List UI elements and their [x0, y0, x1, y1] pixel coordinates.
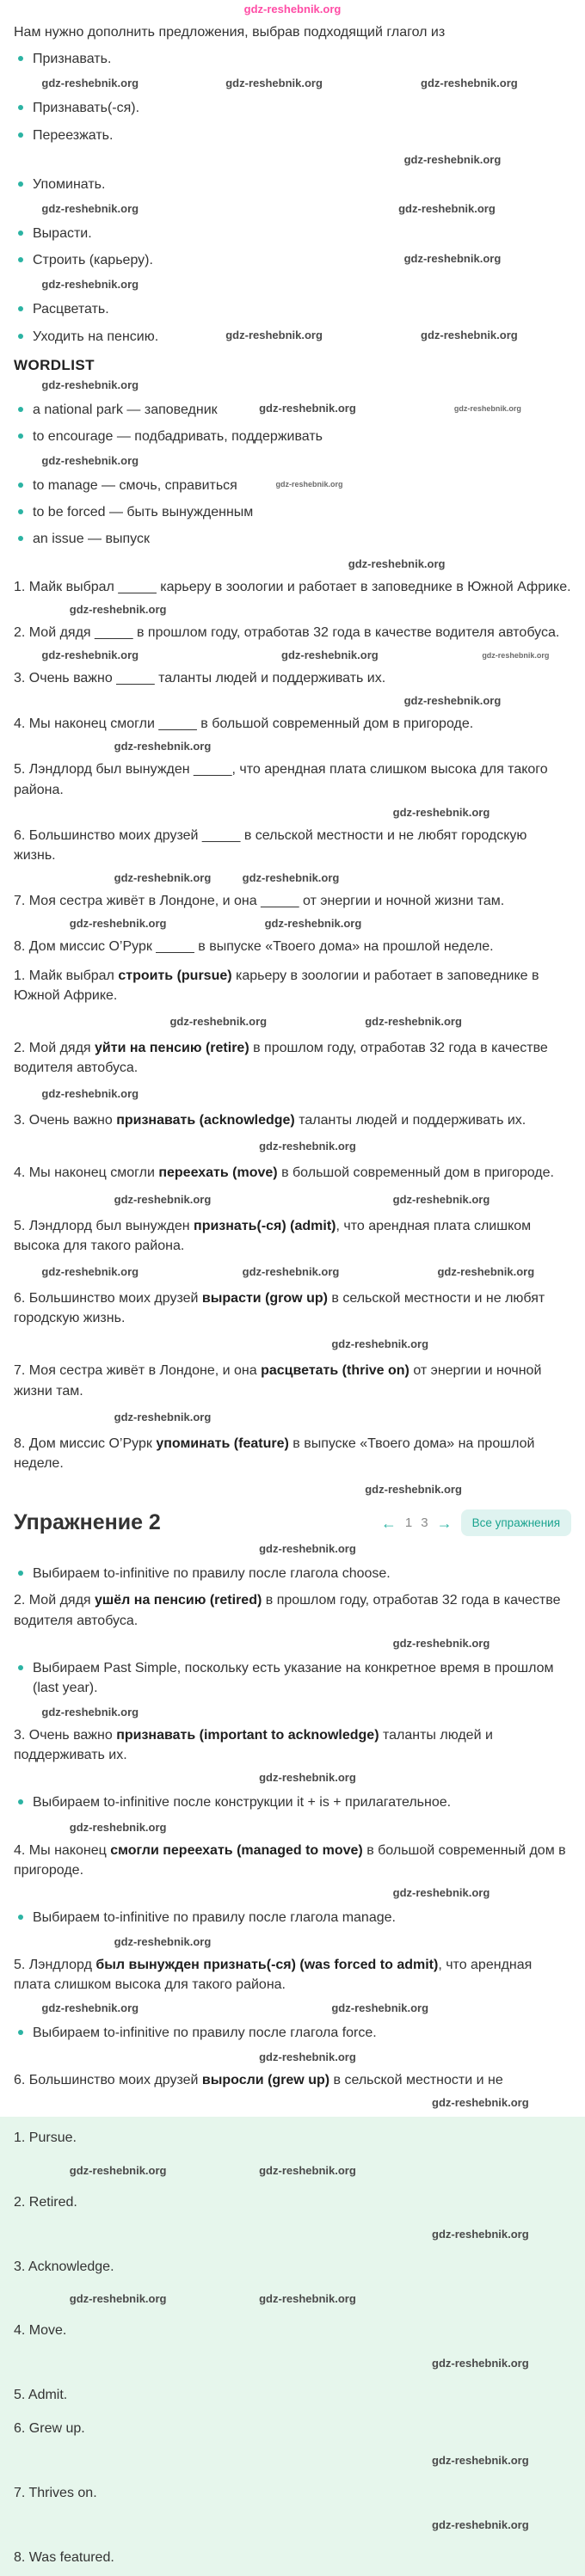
bullet-icon — [18, 56, 23, 61]
watermark: gdz-reshebnik.org — [281, 649, 379, 661]
watermark-row — [14, 2050, 571, 2065]
answer-verb: признать(-ся) (admit) — [194, 1218, 336, 1233]
bullet-icon — [18, 306, 23, 311]
explanation-text: Выбираем to-infinitive после конструкции it + is + прилагательное. — [33, 1795, 452, 1811]
wordlist-item — [14, 476, 571, 495]
final-answer-item: 6. Grew up. — [14, 2420, 85, 2436]
watermark-row — [14, 2095, 571, 2111]
watermark: gdz-reshebnik.org — [114, 740, 212, 753]
watermark: gdz-reshebnik.org — [114, 871, 212, 885]
bullet-icon — [18, 1665, 23, 1670]
wordlist-item — [14, 529, 571, 549]
watermark: gdz-reshebnik.org — [432, 2357, 529, 2370]
watermark-row — [14, 1885, 571, 1901]
watermark-row — [14, 648, 571, 663]
watermark-row — [14, 76, 571, 91]
explanation-verb: ушёл на пенсию (retired) — [95, 1593, 262, 1608]
watermark: gdz-reshebnik.org — [242, 1265, 340, 1278]
watermark-row — [14, 201, 571, 217]
explanation-bullet-item — [14, 1658, 571, 1698]
bullet-icon — [18, 1915, 23, 1920]
explanation-text: в сельской местности и не — [329, 2072, 503, 2087]
watermark: gdz-reshebnik.org — [392, 1636, 490, 1650]
answer-item — [14, 1110, 571, 1130]
explanation-text: Выбираем to-infinitive по правилу после глагола choose. — [33, 1566, 391, 1582]
watermark: gdz-reshebnik.org — [421, 77, 518, 90]
watermark: gdz-reshebnik.org — [365, 1014, 462, 1028]
task-item: 1. Майк выбрал _____ карьеру в зоологии и работает в заповеднике в Южной Африке. — [14, 579, 571, 594]
watermark: gdz-reshebnik.org — [259, 1771, 356, 1785]
bullet-icon — [18, 132, 23, 138]
explanation-bullet-item — [14, 1792, 571, 1812]
watermark: gdz-reshebnik.org — [403, 252, 502, 266]
watermark: gdz-reshebnik.org — [114, 1935, 212, 1949]
task-item: 2. Мой дядя _____ в прошлом году, отработав 32 года в качестве водителя автобуса. — [14, 624, 560, 640]
watermark: gdz-reshebnik.org — [482, 651, 550, 660]
exercise-header — [14, 1509, 571, 1536]
watermark-row — [14, 556, 571, 572]
explanation-bullet-item — [14, 1564, 571, 1583]
watermark: gdz-reshebnik.org — [259, 1542, 356, 1556]
watermark: gdz-reshebnik.org — [259, 401, 356, 415]
verb-option — [14, 250, 571, 270]
watermark: gdz-reshebnik.org — [69, 917, 167, 931]
answer-verb: вырасти (grow up) — [201, 1291, 328, 1306]
watermark-row — [14, 152, 571, 168]
verb-option — [14, 126, 571, 145]
watermark-row — [14, 1264, 571, 1280]
task-item: 8. Дом миссис О’Рурк _____ в выпуске «Твоего дома» на прошлой неделе. — [14, 939, 494, 955]
watermark: gdz-reshebnik.org — [331, 2001, 429, 2014]
verb-option — [14, 98, 571, 118]
watermark-row — [14, 1139, 571, 1154]
watermark: gdz-reshebnik.org — [432, 2095, 529, 2109]
watermark: gdz-reshebnik.org — [41, 278, 139, 292]
explanation-text: таланты людей и поддерживать их. — [14, 1728, 493, 1763]
prev-page-arrow-icon[interactable]: ← — [380, 1514, 397, 1532]
watermark: gdz-reshebnik.org — [41, 378, 139, 391]
bullet-icon — [18, 1571, 23, 1576]
watermark-top — [14, 2, 571, 17]
watermark: gdz-reshebnik.org — [432, 2454, 529, 2468]
wordlist-item — [14, 427, 571, 446]
verb-option-label: Уходить на пенсию. — [33, 329, 159, 344]
watermark: gdz-reshebnik.org — [41, 1265, 139, 1278]
explanation-text: , что арендная плата слишком высока для такого района. — [14, 1958, 533, 1993]
watermark: gdz-reshebnik.org — [41, 77, 139, 90]
bullet-icon — [18, 509, 23, 514]
wordlist-item-label: a national park — заповедник — [33, 402, 218, 417]
final-answer-item: 5. Admit. — [14, 2388, 68, 2403]
verb-option-label: Расцветать. — [33, 302, 109, 317]
wordlist-item-label: to be forced — быть вынужденным — [33, 505, 254, 520]
bullet-icon — [18, 231, 23, 236]
watermark: gdz-reshebnik.org — [403, 694, 502, 708]
watermark: gdz-reshebnik.org — [365, 1483, 462, 1497]
exercise-title: Упражнение 2 — [14, 1510, 161, 1535]
explanation-text: в прошлом году, отработав 32 года в качестве водителя автобуса. — [14, 1593, 561, 1628]
task-item: 4. Мы наконец смогли _____ в большой современный дом в пригороде. — [14, 716, 474, 732]
explanation-text: в большой современный дом в пригороде. — [14, 1842, 566, 1878]
answer-verb: строить (pursue) — [118, 968, 232, 983]
watermark: gdz-reshebnik.org — [331, 1337, 429, 1351]
explanation-text: 5. Лэндлорд — [14, 1958, 96, 1973]
watermark: gdz-reshebnik.org — [259, 1140, 356, 1153]
watermark: gdz-reshebnik.org — [69, 1820, 167, 1834]
answer-text: 1. Майк выбрал — [14, 968, 119, 983]
bullet-icon — [18, 1799, 23, 1804]
answer-text: карьеру в зоологии и работает в заповеднике в Южной Африке. — [14, 968, 539, 1003]
watermark: gdz-reshebnik.org — [69, 2163, 167, 2177]
watermark: gdz-reshebnik.org — [41, 1087, 139, 1101]
watermark-row — [14, 2001, 571, 2016]
answer-text: в прошлом году, отработав 32 года в качестве водителя автобуса. — [14, 1040, 548, 1076]
final-answer-item: 8. Was featured. — [14, 2549, 114, 2565]
task-item: 6. Большинство моих друзей _____ в сельской местности и не любят городскую жизнь. — [14, 827, 527, 863]
watermark-row — [14, 1192, 571, 1208]
watermark-row — [14, 1014, 571, 1030]
next-page-arrow-icon[interactable]: → — [436, 1514, 453, 1532]
verb-option — [14, 175, 571, 194]
watermark-row — [14, 2518, 571, 2533]
watermark-row — [14, 2291, 571, 2307]
answer-item — [14, 1163, 571, 1183]
bullet-icon — [18, 433, 23, 439]
verb-option-label: Переезжать. — [33, 127, 114, 143]
watermark: gdz-reshebnik.org — [432, 2228, 529, 2241]
watermark-row — [14, 1482, 571, 1497]
watermark: gdz-reshebnik.org — [41, 2001, 139, 2014]
watermark-row — [14, 378, 571, 393]
explanation-bullet-item — [14, 1908, 571, 1927]
verb-option — [14, 224, 571, 243]
watermark-row — [14, 2453, 571, 2468]
answer-text: 8. Дом миссис О’Рурк — [14, 1436, 157, 1451]
final-answer-item: 3. Acknowledge. — [14, 2259, 114, 2274]
watermark: gdz-reshebnik.org — [348, 556, 446, 570]
bullet-icon — [18, 2030, 23, 2035]
prev-page-number[interactable]: 1 — [404, 1515, 413, 1531]
explanation-text: Выбираем to-infinitive по правилу после глагола manage. — [33, 1910, 396, 1925]
answer-item — [14, 1216, 571, 1256]
answer-item — [14, 1038, 571, 1078]
final-answers-panel — [0, 2117, 585, 2576]
watermark-row — [14, 2356, 571, 2371]
answer-text: таланты людей и поддерживать их. — [294, 1113, 526, 1128]
watermark: gdz-reshebnik.org — [437, 1265, 535, 1278]
watermark-row — [14, 1705, 571, 1720]
explanation-answer-item — [14, 2070, 571, 2090]
answer-verb: расцветать (thrive on) — [261, 1363, 410, 1379]
watermark: gdz-reshebnik.org — [392, 1886, 490, 1899]
answer-text: 4. Мы наконец смогли — [14, 1165, 159, 1181]
watermark-row — [14, 2163, 571, 2179]
explanation-answer-item — [14, 1841, 571, 1880]
watermark-row — [14, 1934, 571, 1950]
watermark-row — [14, 1337, 571, 1352]
watermark-row — [14, 805, 571, 821]
explanation-answer-item — [14, 1955, 571, 1995]
answer-text: в большой современный дом в пригороде. — [277, 1165, 554, 1181]
watermark-row — [14, 693, 571, 709]
watermark: gdz-reshebnik.org — [421, 328, 518, 341]
wordlist-item-label: to manage — смочь, справиться — [33, 478, 237, 494]
watermark: gdz-reshebnik.org — [392, 805, 490, 819]
verb-option-label: Признавать(-ся). — [33, 101, 140, 116]
bullet-icon — [18, 483, 23, 488]
watermark-row — [14, 602, 571, 618]
all-exercises-button[interactable]: Все упражнения — [461, 1509, 571, 1536]
watermark: gdz-reshebnik.org — [259, 2163, 356, 2177]
answer-verb: признавать (acknowledge) — [116, 1113, 295, 1128]
explanation-text: 3. Очень важно — [14, 1728, 117, 1743]
bullet-icon — [18, 334, 23, 339]
answer-text: , что арендная плата слишком высока для такого района. — [14, 1218, 532, 1253]
watermark-row — [14, 1820, 571, 1835]
wordlist-item-label: an issue — выпуск — [33, 532, 150, 547]
watermark-row — [14, 739, 571, 754]
explanation-verb: выросли (grew up) — [201, 2072, 330, 2087]
verb-option — [14, 327, 571, 347]
watermark: gdz-reshebnik.org — [41, 201, 139, 215]
bullet-icon — [18, 181, 23, 187]
explanation-text: Выбираем to-infinitive по правилу после глагола force. — [33, 2025, 377, 2040]
explanation-text: Выбираем Past Simple, поскольку есть указание на конкретное время в прошлом (last year). — [33, 1660, 554, 1695]
watermark-row — [14, 2227, 571, 2242]
final-answer-item: 7. Thrives on. — [14, 2485, 97, 2500]
answer-text: в выпуске «Твоего дома» на прошлой неделе. — [14, 1436, 535, 1471]
answer-text: 2. Мой дядя — [14, 1040, 95, 1055]
watermark: gdz-reshebnik.org — [114, 1192, 212, 1206]
watermark: gdz-reshebnik.org — [243, 3, 342, 15]
watermark-row — [14, 453, 571, 469]
verb-option — [14, 49, 571, 69]
bullet-icon — [18, 257, 23, 262]
answer-text: в сельской местности и не любят городскую жизнь. — [14, 1291, 545, 1326]
bullet-icon — [18, 105, 23, 110]
watermark-row — [14, 1636, 571, 1651]
answer-item — [14, 1288, 571, 1328]
watermark: gdz-reshebnik.org — [259, 2050, 356, 2063]
watermark-row — [14, 277, 571, 292]
task-intro: Нам нужно дополнить предложения, выбрав подходящий глагол из — [14, 25, 446, 40]
watermark: gdz-reshebnik.org — [169, 1014, 268, 1028]
verb-option-label: Упоминать. — [33, 176, 106, 192]
explanation-answer-item — [14, 1590, 571, 1630]
final-answer-item: 1. Pursue. — [14, 2130, 77, 2145]
answer-verb: переехать (move) — [158, 1165, 278, 1181]
explanation-answer-item — [14, 1725, 571, 1765]
watermark-row — [14, 916, 571, 931]
task-item: 7. Моя сестра живёт в Лондоне, и она _____ от энергии и ночной жизни там. — [14, 894, 505, 909]
watermark-row — [14, 1770, 571, 1786]
explanation-verb: был вынужден признать(-ся) (was forced to admit) — [95, 1958, 439, 1973]
verb-option-label: Строить (карьеру). — [33, 253, 153, 268]
wordlist-item — [14, 502, 571, 522]
answer-text: 7. Моя сестра живёт в Лондоне, и она — [14, 1363, 262, 1379]
wordlist-item-label: to encourage — подбадривать, поддерживать — [33, 428, 323, 444]
watermark-row — [14, 870, 571, 886]
explanation-verb: признавать (important to acknowledge) — [116, 1728, 379, 1743]
watermark: gdz-reshebnik.org — [242, 871, 340, 885]
watermark-row — [14, 1410, 571, 1425]
watermark: gdz-reshebnik.org — [41, 454, 139, 468]
answer-text: 3. Очень важно — [14, 1113, 117, 1128]
watermark: gdz-reshebnik.org — [225, 328, 323, 341]
verb-option — [14, 299, 571, 319]
answer-text: 6. Большинство моих друзей — [14, 1291, 202, 1306]
answer-verb: уйти на пенсию (retire) — [95, 1040, 249, 1055]
watermark: gdz-reshebnik.org — [403, 152, 502, 166]
watermark: gdz-reshebnik.org — [392, 1192, 490, 1206]
task-item: 5. Лэндлорд был вынужден _____, что арендная плата слишком высока для такого района. — [14, 762, 548, 797]
answer-item — [14, 1361, 571, 1400]
final-answer-item: 4. Move. — [14, 2323, 67, 2339]
watermark: gdz-reshebnik.org — [225, 77, 323, 90]
verb-option-label: Признавать. — [33, 52, 112, 67]
explanation-verb: смогли переехать (managed to move) — [110, 1842, 363, 1858]
answer-verb: упоминать (feature) — [156, 1436, 289, 1451]
watermark: gdz-reshebnik.org — [259, 2292, 356, 2306]
bullet-icon — [18, 536, 23, 541]
watermark: gdz-reshebnik.org — [69, 602, 167, 616]
explanation-text: 4. Мы наконец — [14, 1842, 111, 1858]
final-answer-item: 2. Retired. — [14, 2194, 77, 2210]
watermark: gdz-reshebnik.org — [41, 1706, 139, 1719]
wordlist-item — [14, 400, 571, 420]
answer-item — [14, 1434, 571, 1473]
watermark: gdz-reshebnik.org — [453, 403, 521, 413]
task-item: 3. Очень важно _____ таланты людей и поддерживать их. — [14, 671, 386, 685]
watermark: gdz-reshebnik.org — [114, 1410, 212, 1423]
watermark: gdz-reshebnik.org — [41, 649, 139, 661]
answer-text: 5. Лэндлорд был вынужден — [14, 1218, 194, 1233]
answer-text: от энергии и ночной жизни там. — [14, 1363, 542, 1399]
explanation-text: 2. Мой дядя — [14, 1593, 95, 1608]
watermark: gdz-reshebnik.org — [264, 917, 362, 931]
explanation-text: 6. Большинство моих друзей — [14, 2072, 202, 2087]
wordlist-title: WORDLIST — [14, 356, 95, 373]
answer-item — [14, 966, 571, 1005]
pagination — [381, 1509, 571, 1536]
watermark-row — [14, 1086, 571, 1102]
watermark: gdz-reshebnik.org — [398, 201, 496, 215]
watermark-row — [14, 1541, 571, 1557]
explanation-bullet-item — [14, 2023, 571, 2043]
next-page-number[interactable]: 3 — [421, 1515, 428, 1531]
watermark: gdz-reshebnik.org — [69, 2292, 167, 2306]
watermark: gdz-reshebnik.org — [432, 2518, 529, 2532]
bullet-icon — [18, 407, 23, 412]
watermark: gdz-reshebnik.org — [275, 480, 343, 489]
verb-option-label: Вырасти. — [33, 225, 92, 241]
